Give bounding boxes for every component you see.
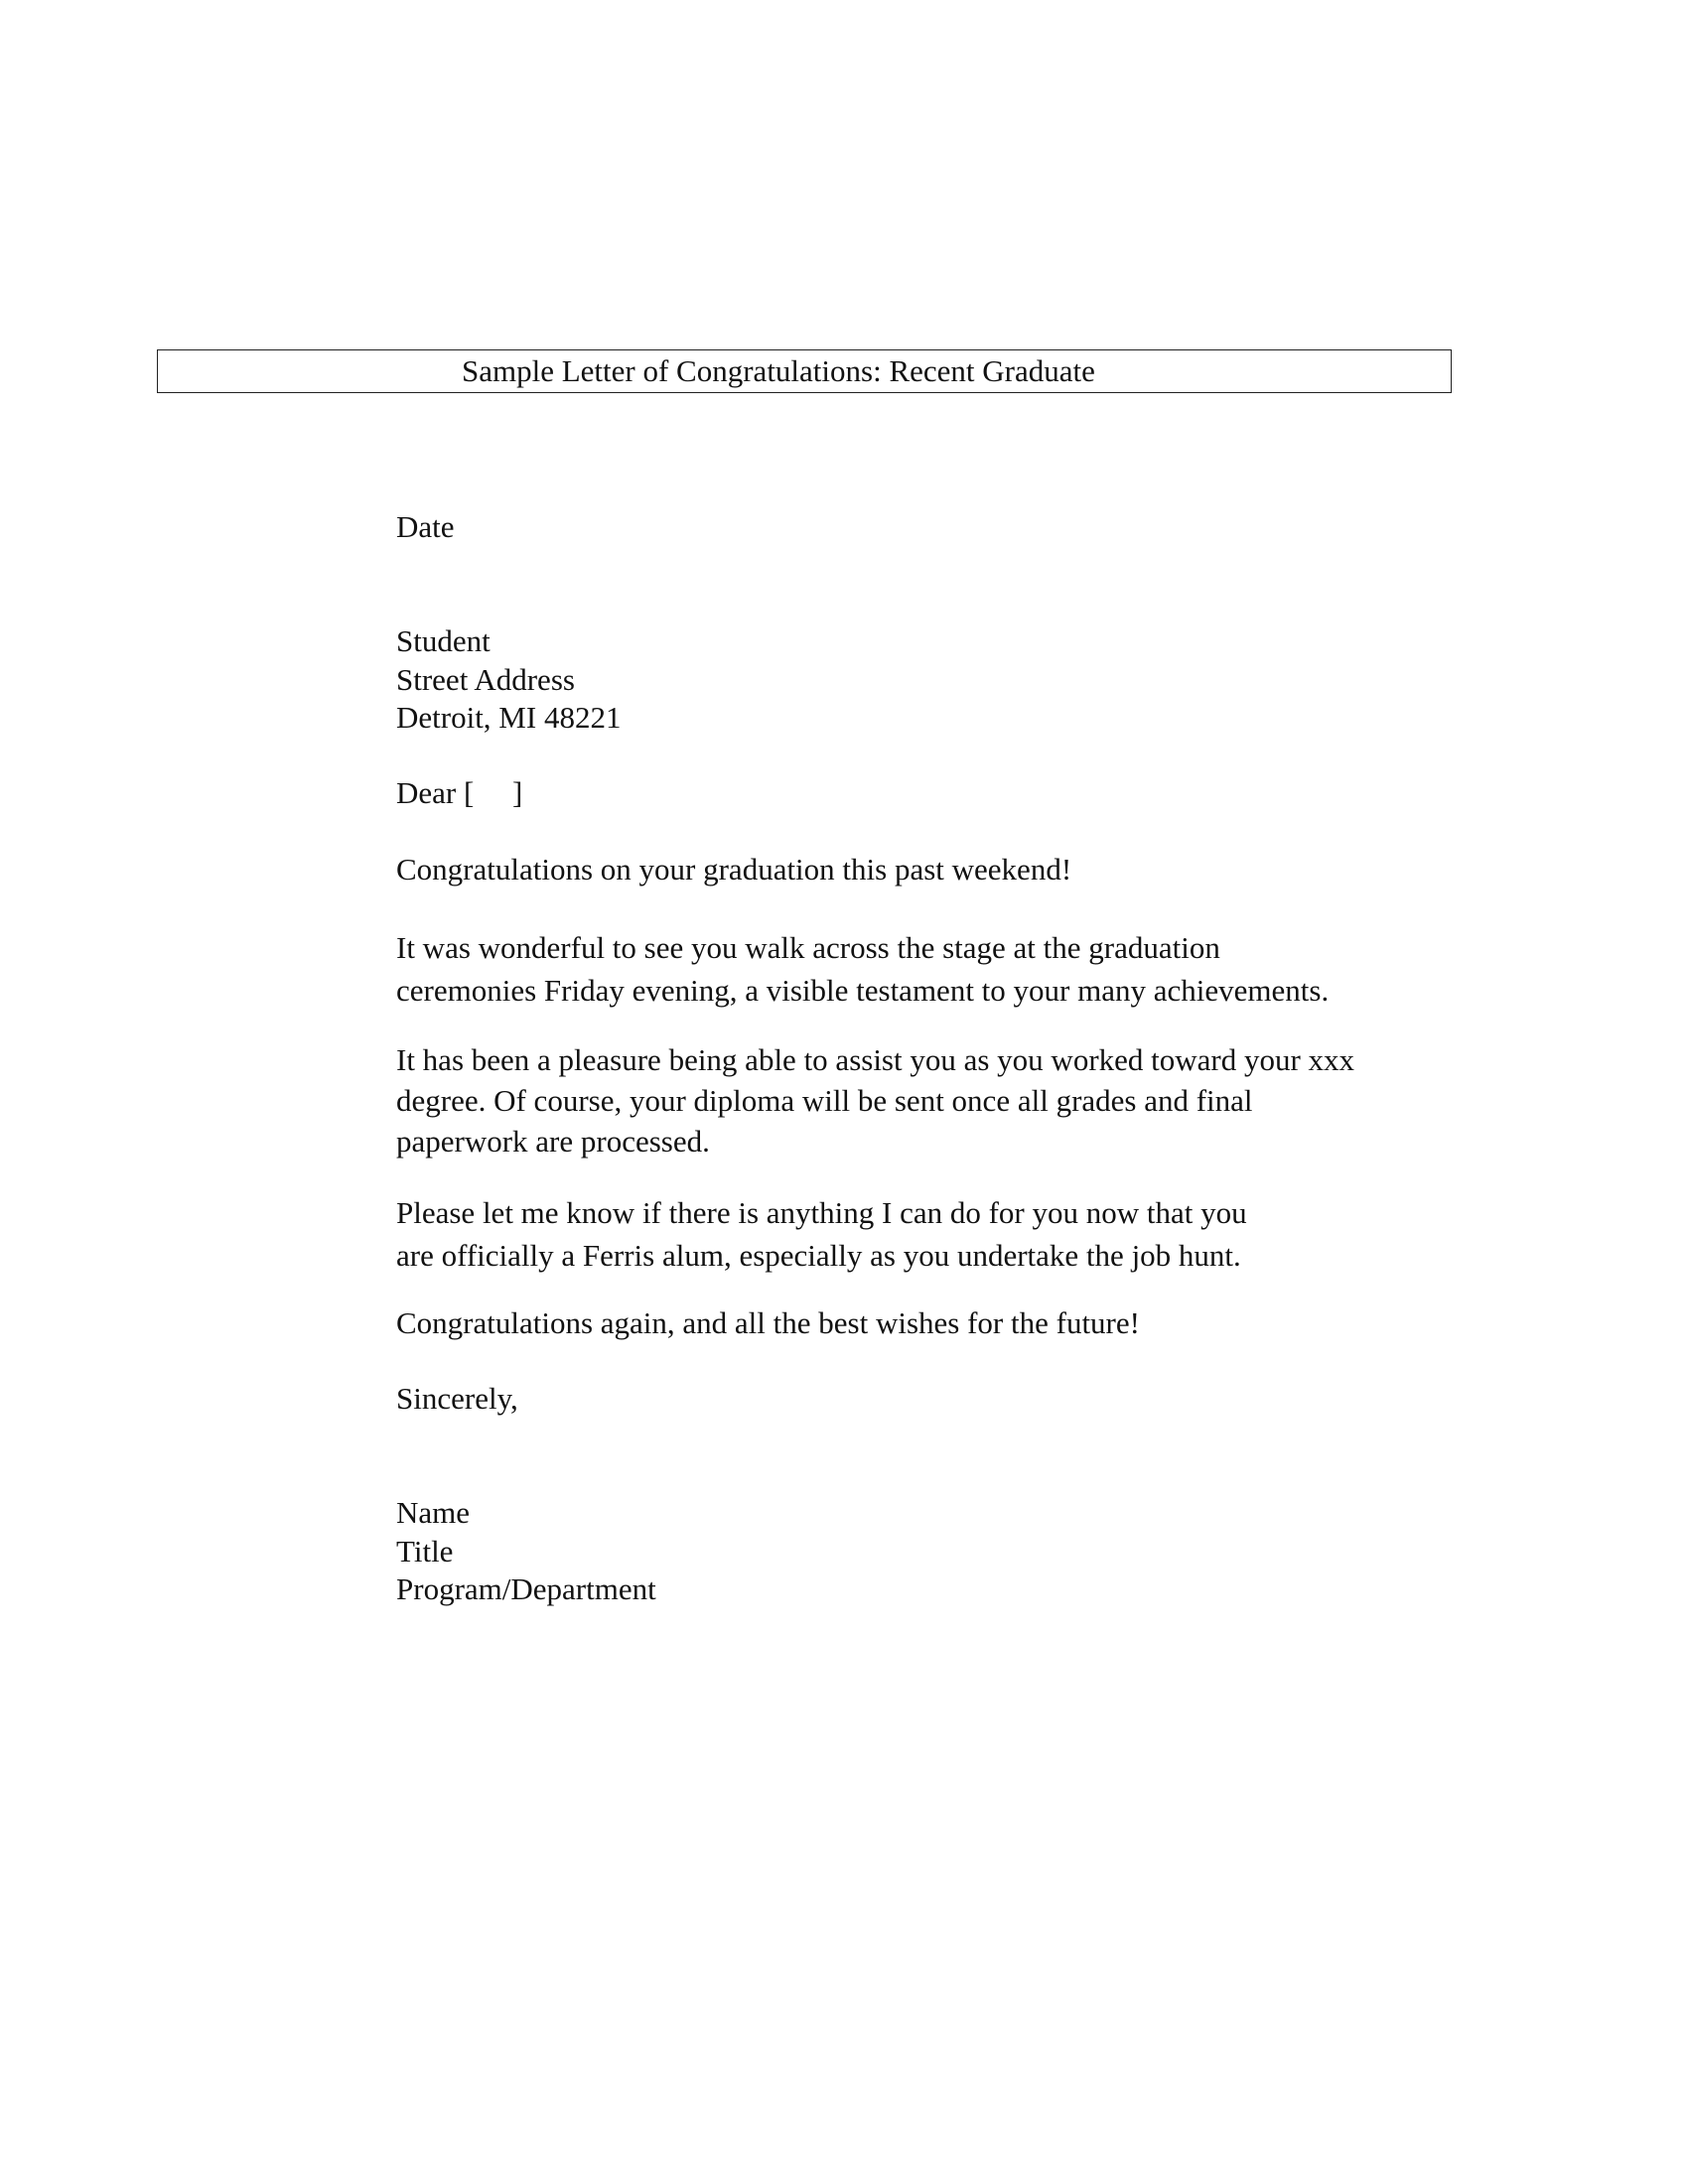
paragraph-5 (396, 1304, 1449, 1342)
paragraph-line: Congratulations again, and all the best wishes for the future! (396, 1305, 1140, 1340)
recipient-city-state-zip: Detroit, MI 48221 (396, 700, 622, 735)
recipient-address (396, 622, 1449, 738)
signature-block (396, 1494, 1449, 1609)
recipient-street: Street Address (396, 661, 575, 697)
signer-department: Program/Department (396, 1571, 656, 1606)
paragraph-1 (396, 851, 1449, 888)
signer-title: Title (396, 1533, 454, 1569)
paragraph-line: It was wonderful to see you walk across the stage at the graduation (396, 930, 1220, 965)
paragraph-line: It has been a pleasure being able to assist you as you worked toward your xxx (396, 1042, 1355, 1077)
salutation-block (396, 774, 1449, 812)
closing-block (396, 1380, 1449, 1418)
title-box (157, 349, 1452, 393)
letter-title: Sample Letter of Congratulations: Recent Graduate (462, 353, 1095, 388)
date-block (396, 508, 1449, 546)
recipient-name: Student (396, 623, 491, 658)
paragraph-line: Congratulations on your graduation this past weekend! (396, 852, 1072, 887)
letter-date: Date (396, 509, 455, 544)
paragraph-line: Please let me know if there is anything I can do for you now that you (396, 1195, 1247, 1230)
paragraph-3 (396, 1039, 1449, 1161)
paragraph-4 (396, 1191, 1449, 1277)
closing: Sincerely, (396, 1381, 518, 1416)
signer-name: Name (396, 1495, 471, 1530)
paragraph-line: paperwork are processed. (396, 1124, 710, 1159)
paragraph-line: ceremonies Friday evening, a visible testament to your many achievements. (396, 973, 1330, 1008)
salutation: Dear [ ] (396, 775, 523, 810)
paragraph-line: are officially a Ferris alum, especially as you undertake the job hunt. (396, 1238, 1241, 1273)
paragraph-line: degree. Of course, your diploma will be sent once all grades and final (396, 1083, 1253, 1118)
paragraph-2 (396, 926, 1449, 1012)
